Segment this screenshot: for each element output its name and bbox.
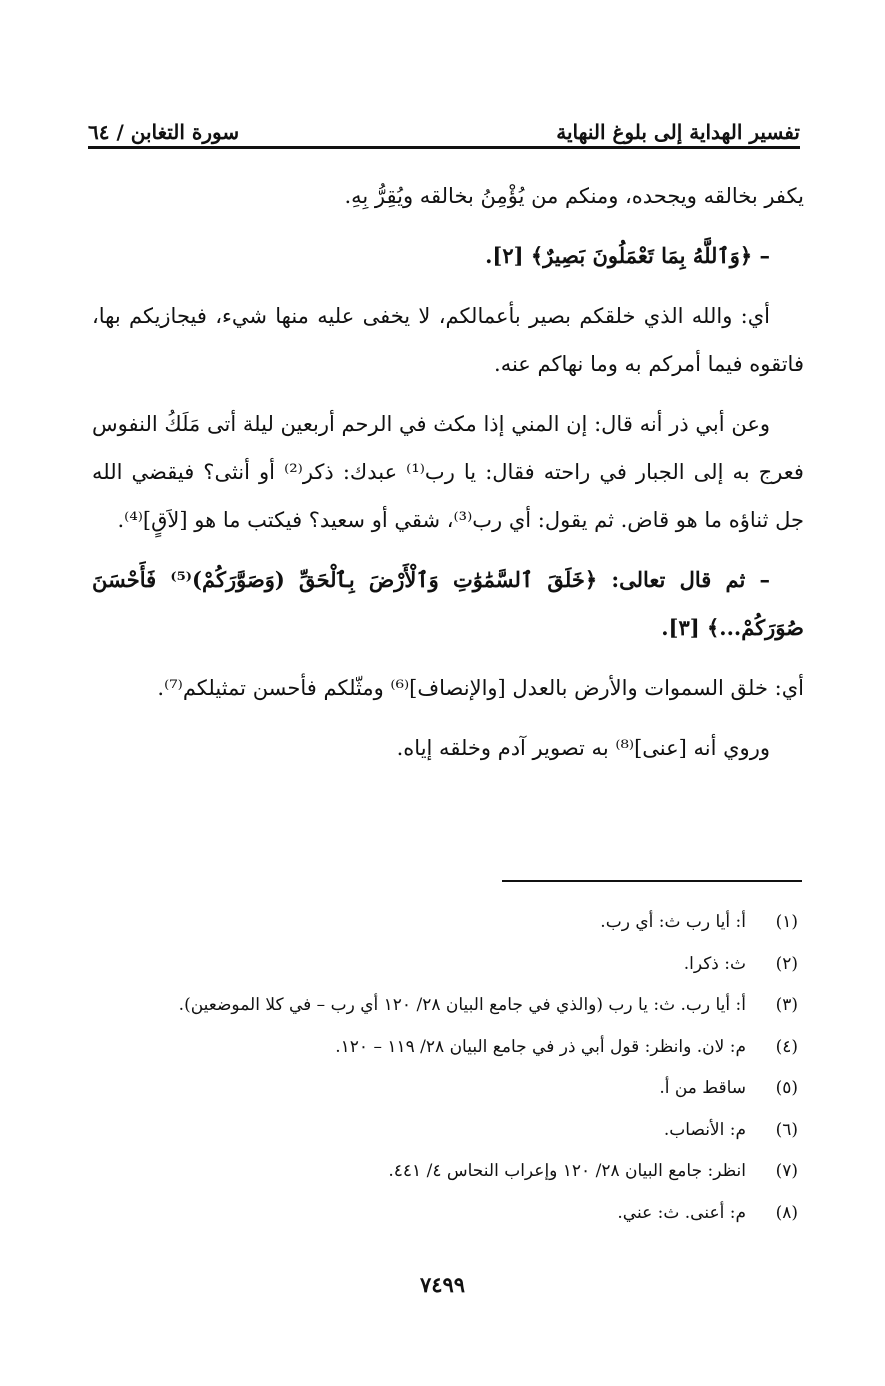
footnote-text: ساقط من أ. [659, 1078, 746, 1098]
paragraph-1: يكفر بخالقه ويجحده، ومنكم من يُؤْمِنُ بخالقه ويُقِرُّ بِهِ. [344, 184, 804, 208]
footnote-text: أ: أيا رب ث: أي رب. [600, 912, 746, 932]
paragraph-abu-dharr: وعن أبي ذر أنه قال: إن المني إذا مكث في الرحم أربعين ليلة أتى مَلَكُ النفوس فعرج به إلى الجبار في راحته فقال: يا رب⁽¹⁾ عبدك: ذكر⁽²⁾ أو أنثى؟ فيقضي الله جل ثناؤه ما هو قاض. ثم يقول: أي رب⁽³⁾، شقي أو سعيد؟ فيكتب ما هو [لاَقٍ]⁽⁴⁾. [92, 412, 804, 532]
page-number: ٧٤٩٩ [419, 1272, 466, 1297]
footnote-item [92, 1120, 804, 1162]
footnote-item [92, 954, 804, 996]
footnote-number: (٦) [775, 1119, 798, 1140]
footnote-number: (٣) [775, 995, 798, 1015]
footnote-text: م: لان. وانظر: قول أبي ذر في جامع البيان ٢٨/ ١١٩ – ١٢٠. [335, 1036, 746, 1057]
footnote-number: (٤) [775, 1036, 798, 1057]
paragraph-commentary-1: أي: والله الذي خلقكم بصير بأعمالكم، لا يخفى عليه منها شيء، فيجازيكم بها، فاتقوه فيما أمركم به وما نهاكم عنه. [92, 304, 804, 376]
footnote-item [92, 1161, 804, 1203]
footnote-item [92, 912, 804, 954]
header-divider [88, 146, 800, 149]
footnote-text: م: الأنصاب. [663, 1119, 746, 1140]
footnote-item [92, 995, 804, 1037]
footnote-number: (٨) [775, 1202, 798, 1223]
footnote-number: (٥) [775, 1078, 798, 1098]
main-text [92, 172, 804, 784]
paragraph-riwaya: وروي أنه [عنى]⁽⁸⁾ به تصوير آدم وخلقه إياه. [396, 736, 770, 760]
footnote-item [92, 1078, 804, 1120]
quran-verse-3: – ثم قال تعالى: ﴿خَلَقَ ٱلسَّمَٰوَٰتِ وَٱلْأَرْضَ بِٱلْحَقِّ (وَصَوَّرَكُمْ)⁽⁵⁾ فَأَحْسَنَ صُوَرَكُمْ...﴾ [٣]. [92, 567, 804, 640]
footnote-number: (٢) [775, 953, 798, 974]
footnote-text: ث: ذكرا. [683, 953, 746, 974]
footnote-divider [502, 880, 802, 882]
running-header [88, 100, 800, 144]
footnotes [92, 912, 804, 1244]
footnote-item [92, 1203, 804, 1245]
footnote-text: انظر: جامع البيان ٢٨/ ١٢٠ وإعراب النحاس ٤/ ٤٤١. [388, 1161, 746, 1181]
footnote-item [92, 1037, 804, 1079]
footnote-number: (١) [775, 912, 798, 932]
surah-title: سورة التغابن / ٦٤ [88, 120, 240, 144]
footnote-number: (٧) [775, 1161, 798, 1181]
quran-verse-2: – ﴿وَٱللَّهُ بِمَا تَعْمَلُونَ بَصِيرٌ﴾ [٢]. [485, 243, 770, 268]
book-title: تفسير الهداية إلى بلوغ النهاية [556, 120, 800, 144]
footnote-text: أ: أيا رب. ث: يا رب (والذي في جامع البيان ٢٨/ ١٢٠ أي رب – في كلا الموضعين). [178, 995, 746, 1015]
footnote-text: م: أعنى. ث: عني. [617, 1202, 746, 1223]
paragraph-commentary-2: أي: خلق السموات والأرض بالعدل [والإنصاف]⁽⁶⁾ ومثّلكم فأحسن تمثيلكم⁽⁷⁾. [157, 676, 804, 700]
